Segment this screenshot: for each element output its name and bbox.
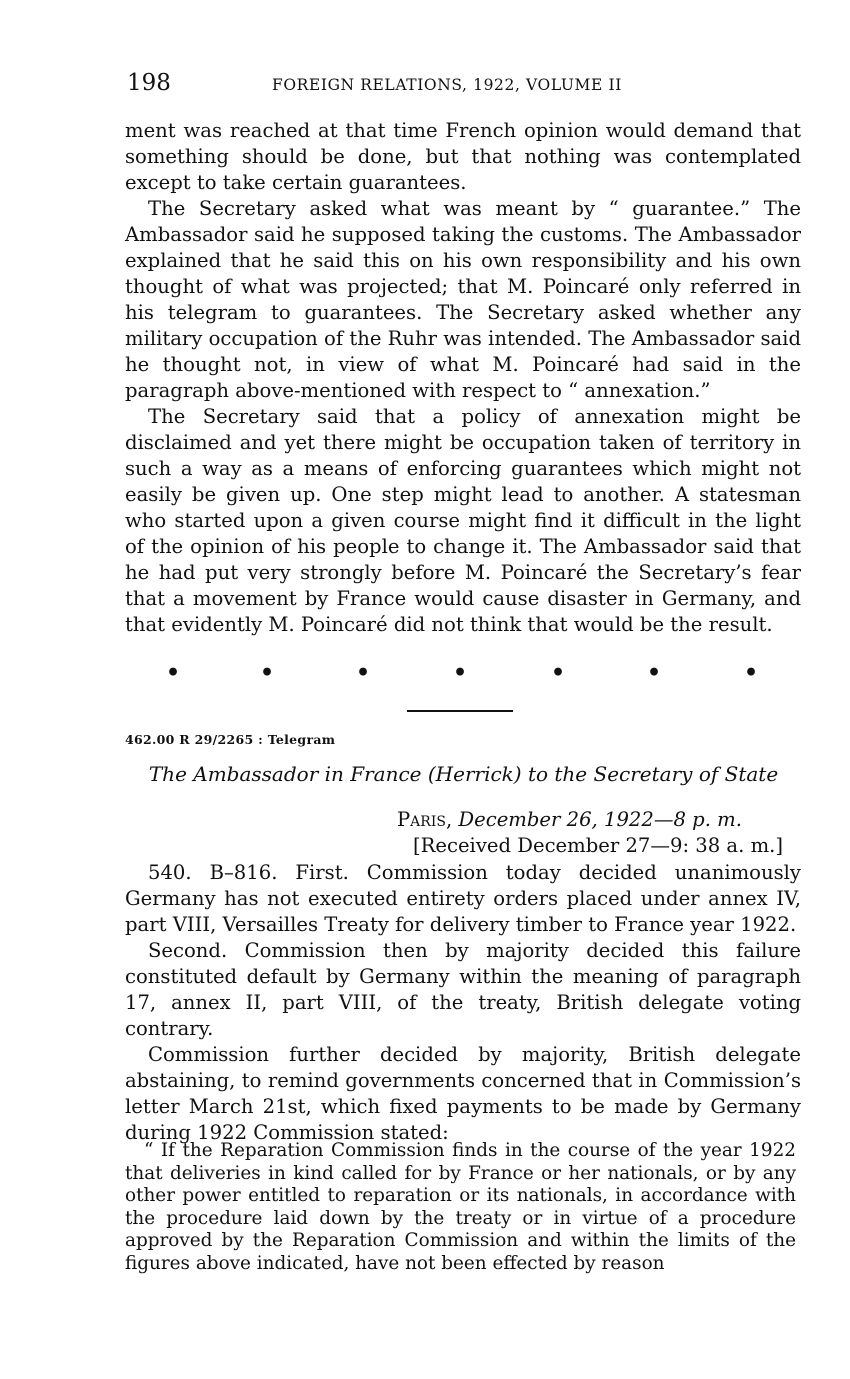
omission-dot: • bbox=[356, 660, 371, 686]
paragraph: ment was reached at that time French opinion would demand that something should be done, but that nothing was contemplated except to take certain guarantees. bbox=[125, 119, 801, 194]
dateline-place: Paris, bbox=[397, 808, 453, 831]
omission-dot: • bbox=[166, 660, 181, 686]
section-divider bbox=[407, 710, 513, 712]
quote-paragraph: “ If the Reparation Commission finds in the course of the year 1922 that deliveries in kind called for by France or her nationals, or by any other power entitled to reparation or its nationals, in accordance with the procedure laid down by the treaty or in virtue of a procedure approved by the Reparation Commission and within the limits of the figures above indicated, have not been effected by reason bbox=[125, 1140, 796, 1274]
block-quote bbox=[125, 1140, 796, 1276]
paragraph: The Secretary asked what was meant by “ guarantee.” The Ambassador said he supposed taking the customs. The Ambassador explained that he said this on his own responsibility and his own thought of what was projected; that M. Poincaré only referred in his telegram to guarantees. The Secretary asked whether any military occupation of the Ruhr was intended. The Ambassador said he thought not, in view of what M. Poincaré had said in the paragraph above-mentioned with respect to “ annexation.” bbox=[125, 197, 801, 402]
paragraph: The Secretary said that a policy of annexation might be disclaimed and yet there might be occupation taken of territory in such a way as a means of enforcing guarantees which might not easily be given up. One step might lead to another. A statesman who started upon a given course might find it difficult in the light of the opinion of his people to change it. The Ambassador said that he had put very strongly before M. Poincaré the Secretary’s fear that a movement by France would cause disaster in Germany, and that evidently M. Poincaré did not think that would be the result. bbox=[125, 405, 801, 636]
omission-dot: • bbox=[453, 660, 468, 686]
omission-dot: • bbox=[647, 660, 662, 686]
page-number: 198 bbox=[127, 70, 171, 96]
dateline-date: December 26, 1922—8 p. m. bbox=[458, 808, 742, 831]
omission-dot: • bbox=[551, 660, 566, 686]
omission-dot: • bbox=[744, 660, 759, 686]
running-header bbox=[127, 70, 799, 100]
dateline bbox=[397, 808, 742, 831]
received-note: [Received December 27—9: 38 a. m.] bbox=[413, 834, 784, 857]
telegram-text bbox=[125, 860, 801, 1146]
running-title: FOREIGN RELATIONS, 1922, VOLUME II bbox=[272, 76, 622, 94]
document-title: The Ambassador in France (Herrick) to the Secretary of State bbox=[148, 762, 779, 786]
omission-marks bbox=[160, 660, 760, 686]
paragraph: Second. Commission then by majority decided this failure constituted default by Germany within the meaning of paragraph 17, annex II, part VIII, of the treaty, British delegate voting contrary. bbox=[125, 939, 801, 1040]
section-1-text bbox=[125, 118, 801, 638]
paragraph: Commission further decided by majority, British delegate abstaining, to remind governments concerned that in Commission’s letter March 21st, which fixed payments to be made by Germany during 1922 Commission stated: bbox=[125, 1043, 801, 1144]
paragraph: 540. B–816. First. Commission today decided unanimously Germany has not executed entirety orders placed under annex IV, part VIII, Versailles Treaty for delivery timber to France year 1922. bbox=[125, 861, 801, 936]
omission-dot: • bbox=[260, 660, 275, 686]
file-reference: 462.00 R 29/2265 : Telegram bbox=[125, 732, 336, 747]
